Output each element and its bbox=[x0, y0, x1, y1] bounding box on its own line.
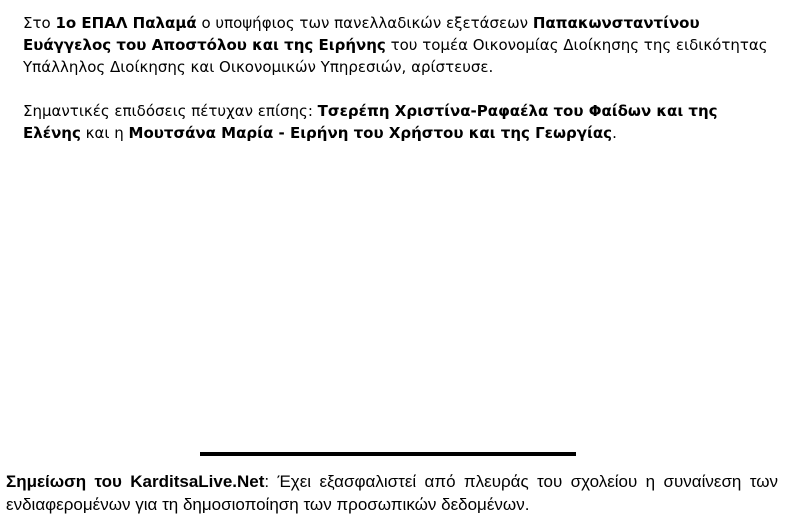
paragraph2-text-2: και η bbox=[80, 124, 129, 142]
paragraph1-text-2: ο υποψήφιος των πανελλαδικών εξετάσεων bbox=[196, 14, 533, 32]
student-name-1: Τσερέπη Χριστίνα-Ραφαέλα του Φαίδων και της Ελένης bbox=[23, 102, 718, 142]
paragraph2-text-1: Σημαντικές επιδόσεις πέτυχαν επίσης: bbox=[23, 102, 318, 120]
editor-note bbox=[6, 470, 778, 516]
paragraph1-text-3: του τομέα Οικονομίας Διοίκησης της ειδικότητας Υπάλληλος Διοίκησης και Οικονομικών Υπηρεσιών, αρίστευσε. bbox=[23, 36, 768, 76]
paragraph2-text-3: . bbox=[612, 124, 617, 142]
student-name-2: Μουτσάνα Μαρία - Ειρήνη του Χρήστου και της Γεωργίας bbox=[128, 124, 613, 142]
candidate-name: Παπακωνσταντίνου Ευάγγελος του Αποστόλου και της Ειρήνης bbox=[23, 14, 700, 54]
paragraph-distinctions bbox=[23, 100, 779, 144]
paragraph-excellence bbox=[23, 12, 779, 78]
note-text: : Έχει εξασφαλιστεί από πλευράς του σχολείου η συναίνεση των ενδιαφερομένων για τη δημοσιοποίηση των προσωπικών δεδομένων. bbox=[6, 472, 778, 514]
divider-line bbox=[200, 452, 576, 456]
school-name: 1ο ΕΠΑΛ Παλαμά bbox=[55, 14, 197, 32]
note-label: Σημείωση του KarditsaLive.Net bbox=[6, 472, 265, 491]
article-body bbox=[23, 12, 779, 144]
paragraph1-text-1: Στο bbox=[23, 14, 56, 32]
